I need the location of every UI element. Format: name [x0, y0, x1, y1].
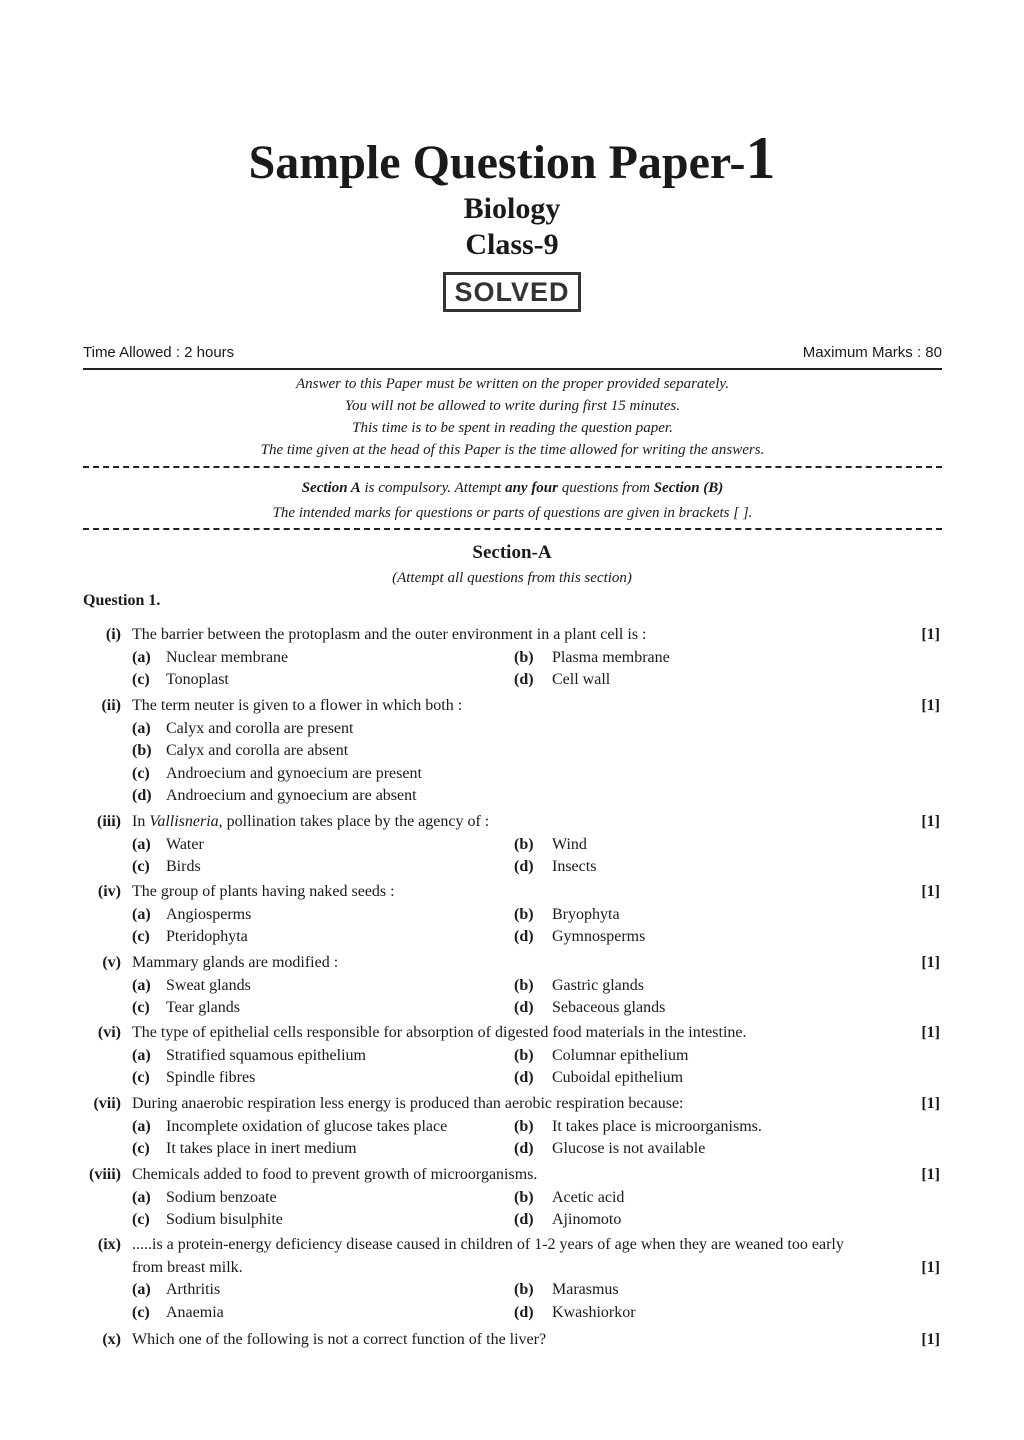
option-label: (d) [514, 671, 534, 688]
question-marks: [1] [921, 813, 940, 830]
paper-title-text: Sample Question Paper- [248, 136, 746, 189]
question-marks: [1] [921, 1024, 940, 1041]
question-marks: [1] [921, 626, 940, 643]
option-label: (b) [514, 1117, 534, 1135]
option-text: Columnar epithelium [552, 1046, 689, 1064]
question-marks: [1] [921, 1166, 940, 1183]
option-label: (c) [132, 858, 150, 875]
question-marks: [1] [921, 1258, 940, 1276]
paper-title-number: 1 [745, 125, 776, 191]
paper-title [0, 125, 1024, 193]
question-text: The group of plants having naked seeds : [132, 883, 395, 900]
question-text: Mammary glands are modified : [132, 954, 339, 971]
question-number: (i) [105, 626, 121, 643]
option-label: (b) [132, 742, 152, 759]
question-text: The type of epithelial cells responsible for absorption of digested food materials in the intestine. [132, 1024, 747, 1041]
option-label: (a) [132, 1117, 151, 1135]
section-title: Section-A [472, 542, 552, 563]
question-text: The term neuter is given to a flower in which both : [132, 697, 463, 714]
question-number: (vi) [97, 1024, 121, 1041]
question-text: The barrier between the protoplasm and the outer environment in a plant cell is : [132, 626, 647, 643]
question-number: (ii) [101, 697, 121, 714]
marks-instruction: The intended marks for questions or parts of questions are given in brackets [ ]. [272, 505, 753, 521]
option-text: Gastric glands [552, 976, 644, 994]
time-allowed: Time Allowed : 2 hours [83, 344, 235, 361]
question-marks: [1] [921, 954, 940, 971]
option-label: (a) [132, 835, 151, 853]
option-label: (b) [514, 905, 534, 923]
option-label: (d) [132, 787, 152, 804]
option-text: Pteridophyta [166, 928, 248, 945]
option-label: (b) [514, 1046, 534, 1064]
option-text: Kwashiorkor [552, 1303, 636, 1321]
option-label: (a) [132, 1281, 151, 1298]
question-marks: [1] [921, 697, 940, 714]
subject-heading: Biology [463, 192, 561, 225]
header-rule [83, 368, 942, 370]
option-text: Wind [552, 835, 587, 853]
question-number: (ix) [97, 1236, 121, 1253]
option-label: (c) [132, 1140, 150, 1157]
instruction-line-1: Answer to this Paper must be written on the proper provided separately. [295, 376, 729, 392]
question-number: (x) [102, 1331, 121, 1348]
maximum-marks: Maximum Marks : 80 [802, 344, 942, 361]
option-text: Cell wall [552, 671, 611, 688]
option-text: Cuboidal epithelium [552, 1069, 684, 1086]
option-text: It takes place is microorganisms. [552, 1117, 762, 1135]
option-text: Tonoplast [166, 671, 229, 688]
option-label: (d) [514, 1069, 534, 1086]
option-text: Nuclear membrane [166, 648, 289, 666]
section-instruction [83, 477, 942, 499]
option-label: (d) [514, 928, 534, 945]
option-label: (a) [132, 719, 151, 737]
option-label: (c) [132, 1069, 150, 1086]
section-instruction-part-2: questions from [558, 480, 654, 496]
option-text: Sodium bisulphite [166, 1211, 283, 1228]
option-text: Calyx and corolla are present [166, 719, 354, 737]
question-number: (v) [102, 954, 121, 971]
option-text: It takes place in inert medium [166, 1140, 357, 1157]
option-text: Tear glands [166, 999, 240, 1016]
dashed-divider-2 [83, 528, 942, 530]
option-text: Spindle fibres [166, 1069, 256, 1086]
option-label: (c) [132, 764, 150, 782]
section-a-ref: Section A [301, 480, 361, 496]
question-text-part: In [132, 813, 150, 830]
option-label: (d) [514, 999, 534, 1016]
option-label: (d) [514, 858, 534, 875]
option-text: Bryophyta [552, 905, 620, 923]
option-label: (b) [514, 648, 534, 666]
option-label: (a) [132, 1046, 151, 1064]
question-marks: [1] [921, 883, 940, 900]
option-text: Plasma membrane [552, 648, 670, 666]
option-label: (c) [132, 928, 150, 945]
question-label: Question 1. [83, 592, 161, 609]
question-marks: [1] [921, 1095, 940, 1112]
question-text: Chemicals added to food to prevent growth of microorganisms. [132, 1166, 538, 1183]
option-label: (d) [514, 1140, 534, 1157]
instruction-line-2: You will not be allowed to write during first 15 minutes. [345, 398, 680, 414]
option-label: (c) [132, 671, 150, 688]
question-text [132, 811, 902, 834]
option-label: (a) [132, 905, 151, 923]
question-number: (viii) [89, 1166, 121, 1183]
option-text: Insects [552, 858, 597, 875]
solved-badge: SOLVED [443, 272, 580, 312]
class-heading: Class-9 [465, 228, 559, 261]
option-text: Androecium and gynoecium are absent [166, 787, 417, 804]
option-text: Incomplete oxidation of glucose takes place [166, 1117, 448, 1135]
dashed-divider-1 [83, 466, 942, 468]
option-label: (c) [132, 1211, 150, 1228]
option-label: (b) [514, 1281, 534, 1298]
section-b-ref: Section (B) [653, 480, 724, 496]
option-label: (c) [132, 1303, 150, 1321]
option-label: (b) [514, 1188, 534, 1206]
question-marks: [1] [921, 1331, 940, 1348]
any-four-ref: any four [505, 480, 558, 496]
instruction-line-3: This time is to be spent in reading the question paper. [352, 420, 673, 436]
option-text: Water [166, 835, 204, 853]
question-text-italic: Vallisneria [149, 813, 219, 830]
question-number: (iii) [97, 813, 121, 830]
question-number: (vii) [93, 1095, 121, 1112]
question-text: Which one of the following is not a correct function of the liver? [132, 1331, 547, 1348]
option-label: (d) [514, 1211, 534, 1228]
option-text: Stratified squamous epithelium [166, 1046, 366, 1064]
option-label: (a) [132, 648, 151, 666]
option-label: (c) [132, 999, 150, 1016]
solved-badge-wrap [0, 272, 1024, 312]
instruction-line-4: The time given at the head of this Paper is the time allowed for writing the answers. [260, 442, 765, 458]
option-text: Glucose is not available [552, 1140, 706, 1157]
question-text: .....is a protein-energy deficiency disease caused in children of 1-2 years of age when they are weaned too early [132, 1236, 844, 1253]
question-text-part: , pollination takes place by the agency of : [218, 813, 490, 830]
section-note: (Attempt all questions from this section) [392, 570, 632, 586]
option-text: Marasmus [552, 1281, 619, 1298]
option-text: Gymnosperms [552, 928, 646, 945]
option-text: Androecium and gynoecium are present [166, 764, 422, 782]
option-text: Sodium benzoate [166, 1188, 277, 1206]
question-text: During anaerobic respiration less energy is produced than aerobic respiration because: [132, 1095, 684, 1112]
option-label: (b) [514, 835, 534, 853]
option-text: Anaemia [166, 1303, 224, 1321]
option-text: Acetic acid [552, 1188, 625, 1206]
question-text-continued: from breast milk. [132, 1258, 243, 1276]
option-text: Sebaceous glands [552, 999, 666, 1016]
section-instruction-part-1: is compulsory. Attempt [360, 480, 506, 496]
option-text: Calyx and corolla are absent [166, 742, 349, 759]
option-text: Ajinomoto [552, 1211, 622, 1228]
option-text: Sweat glands [166, 976, 251, 994]
option-label: (a) [132, 1188, 151, 1206]
question-number: (iv) [97, 883, 121, 900]
option-label: (d) [514, 1303, 534, 1321]
option-text: Angiosperms [166, 905, 252, 923]
option-label: (b) [514, 976, 534, 994]
option-text: Birds [166, 858, 201, 875]
option-label: (a) [132, 976, 151, 994]
option-text: Arthritis [166, 1281, 221, 1298]
